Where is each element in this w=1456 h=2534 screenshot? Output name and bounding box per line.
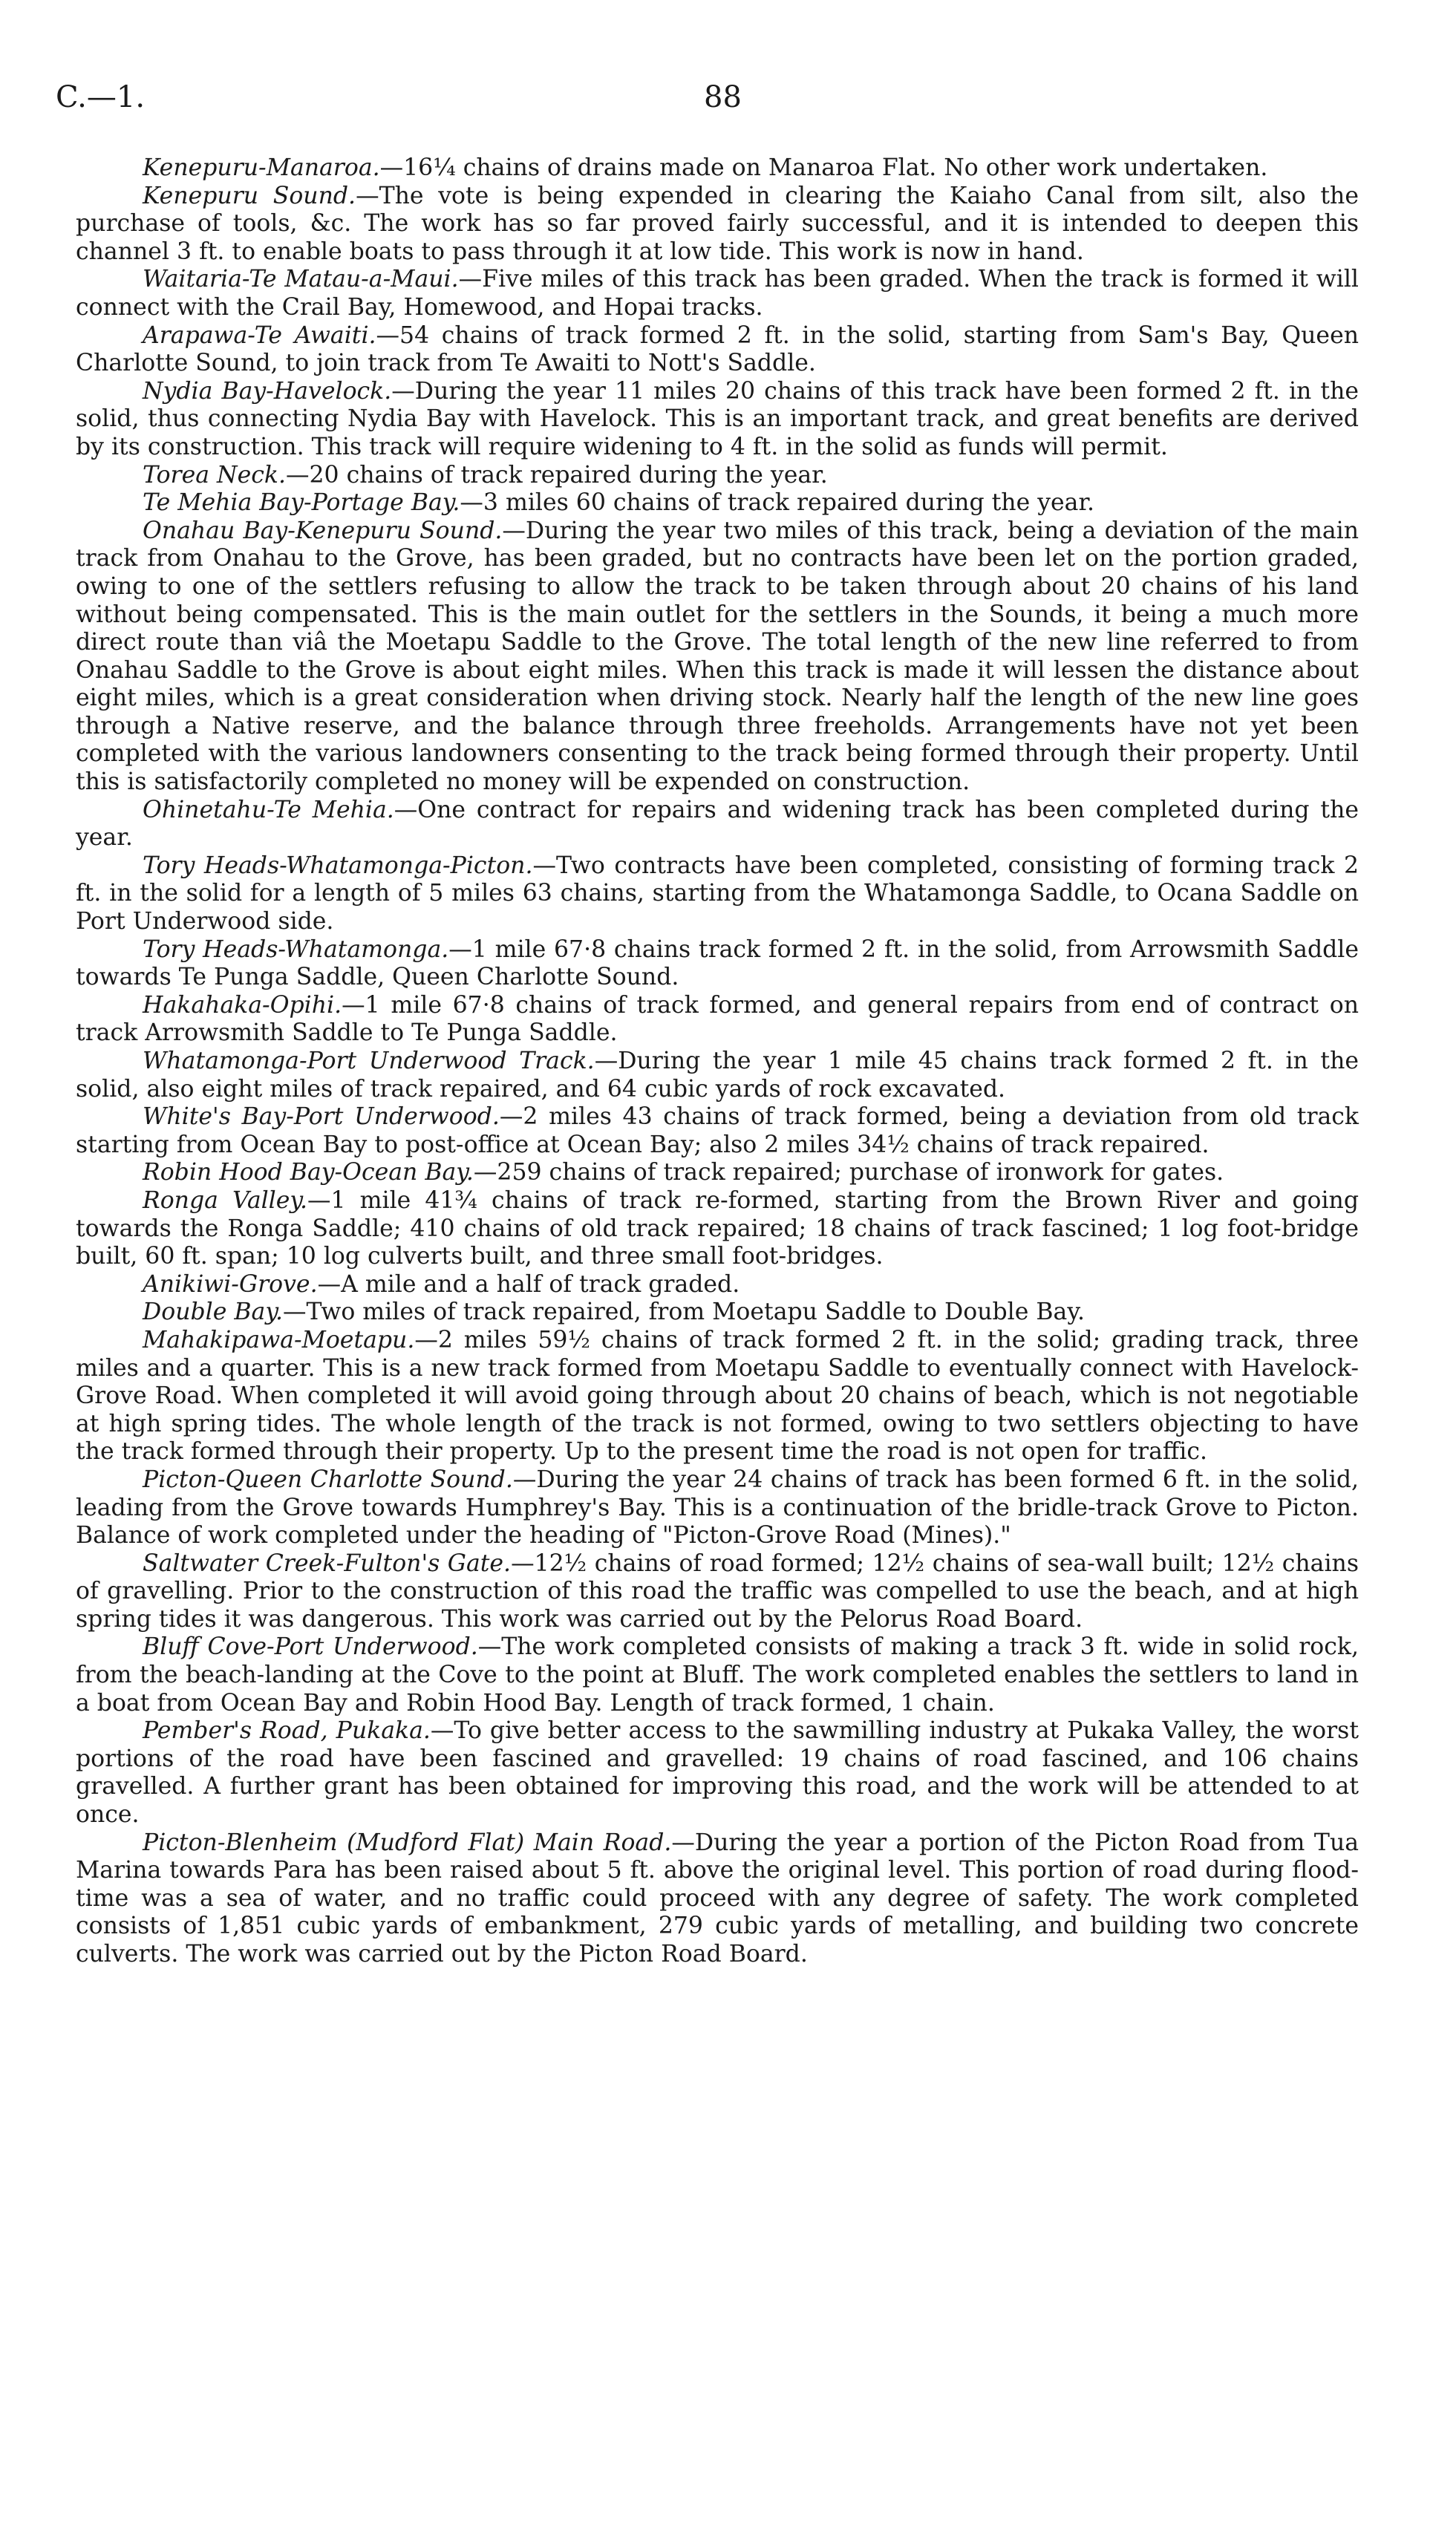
- entry-kenepuru-manaroa: [76, 154, 1359, 183]
- entry-picton-blenheim: [76, 1829, 1359, 1969]
- entry-bluff-cove: [76, 1633, 1359, 1717]
- entry-waitaria: [76, 266, 1359, 321]
- entry-onahau-bay: [76, 517, 1359, 797]
- entry-whites-bay: [76, 1103, 1359, 1159]
- entry-saltwater-creek: [76, 1550, 1359, 1634]
- page-header: [56, 80, 1400, 125]
- entry-heading: Bluff Cove-Port Underwood.: [143, 1633, 478, 1661]
- entry-torea-neck: [76, 462, 1359, 490]
- entry-heading: Te Mehia Bay-Portage Bay.: [143, 489, 460, 517]
- entry-anikiwi-grove: [76, 1271, 1359, 1299]
- entry-ronga-valley: [76, 1187, 1359, 1271]
- entry-hakahaka-opihi: [76, 992, 1359, 1048]
- entry-text: —54 chains of track formed 2 ft. in the solid, starting from Sam's Bay, Queen Charlotte Sound, to join track from Te Awaiti to Nott's Saddle.: [76, 321, 1359, 377]
- entry-whatamonga-port-underwood: [76, 1048, 1359, 1103]
- entry-text: —During the year 1 mile 45 chains track formed 2 ft. in the solid, also eight miles of track repaired, and 64 cubic yards of rock excavated.: [76, 1048, 1359, 1103]
- entry-ohinetahu: [76, 797, 1359, 852]
- entry-pembers-road: [76, 1717, 1359, 1829]
- entry-heading: White's Bay-Port Underwood.: [143, 1103, 500, 1131]
- entry-text: —2 miles 43 chains of track formed, being a deviation from old track starting from Ocean Bay to post-office at Ocean Bay; also 2 miles 34½ chains of track repaired.: [76, 1103, 1359, 1158]
- entry-text: —1 mile 41¾ chains of track re-formed, starting from the Brown River and going towards the Ronga Saddle; 410 chains of old track repaired; 18 chains of track fascined; 1 log foot-bridge built, 60 ft. span; 10 log culverts built, and three small foot-bridges.: [76, 1186, 1359, 1270]
- entry-heading: Arapawa-Te Awaiti.: [143, 321, 376, 349]
- entry-heading: Ronga Valley.: [143, 1186, 308, 1214]
- entry-heading: Kenepuru Sound.: [143, 182, 356, 209]
- entry-mahakipawa-moetapu: [76, 1327, 1359, 1466]
- entry-heading: Hakahaka-Opihi.: [143, 991, 342, 1019]
- entry-heading: Kenepuru-Manaroa.: [143, 154, 380, 181]
- entry-double-bay: [76, 1299, 1359, 1327]
- entry-heading: Whatamonga-Port Underwood Track.: [143, 1048, 595, 1074]
- entry-robin-hood-bay: [76, 1159, 1359, 1187]
- entry-text: —1 mile 67·8 chains of track formed, and general repairs from end of contract on track Arrowsmith Saddle to Te Punga Saddle.: [76, 991, 1359, 1047]
- entry-heading: Ohinetahu-Te Mehia.: [143, 796, 394, 823]
- entry-heading: Saltwater Creek-Fulton's Gate.: [143, 1550, 512, 1577]
- entry-text: —During the year a portion of the Picton Road from Tua Marina towards Para has been raised about 5 ft. above the original level. This portion of road during flood-time was a sea of water, and no traffic could proceed with any degree of safety. The work completed consists of 1,851 cubic yards of embankment, 279 cubic yards of metalling, and building two concrete culverts. The work was carried out by the Picton Road Board.: [76, 1829, 1359, 1968]
- entry-text: —The vote is being expended in clearing the Kaiaho Canal from silt, also the purchase of tools, &c. The work has so far proved fairly successful, and it is intended to deepen this channel 3 ft. to enable boats to pass through it at low tide. This work is now in hand.: [76, 182, 1359, 265]
- document-reference: C.—1.: [56, 80, 146, 114]
- entry-heading: Picton-Queen Charlotte Sound.: [143, 1466, 513, 1493]
- entry-nydia-bay: [76, 378, 1359, 462]
- entry-text: —A mile and a half of track graded.: [317, 1270, 740, 1298]
- entry-text: —1 mile 67·8 chains track formed 2 ft. in the solid, from Arrowsmith Saddle towards Te Punga Saddle, Queen Charlotte Sound.: [76, 935, 1359, 991]
- entry-text: —2 miles 59½ chains of track formed 2 ft. in the solid; grading track, three miles and a quarter. This is a new track formed from Moetapu Saddle to eventually connect with Havelock-Grove Road. When completed it will avoid going through about 20 chains of beach, which is not negotiable at high spring tides. The whole length of the track is not formed, owing to two settlers objecting to have the track formed through their property. Up to the present time the road is not open for traffic.: [76, 1326, 1359, 1466]
- entry-text: —Two contracts have been completed, consisting of forming track 2 ft. in the solid for a length of 5 miles 63 chains, starting from the Whatamonga Saddle, to Ocana Saddle on Port Underwood side.: [76, 852, 1359, 935]
- entry-text: —During the year two miles of this track, being a deviation of the main track from Onahau to the Grove, has been graded, but no contracts have been let on the portion graded, owing to one of the settlers refusing to allow the track to be taken through about 20 chains of his land without being compensated. This is the main outlet for the settlers in the Sounds, it being a much more direct route than viâ the Moetapu Saddle to the Grove. The total length of the new line referred to from Onahau Saddle to the Grove is about eight miles. When this track is made it will lessen the distance about eight miles, which is a great consideration when driving stock. Nearly half the length of the new line goes through a Native reserve, and the balance through three freeholds. Arrangements have not yet been completed with the various landowners consenting to the track being formed through their property. Until this is satisfactorily completed no money will be expended on construction.: [76, 517, 1359, 796]
- entry-heading: Onahau Bay-Kenepuru Sound.: [143, 517, 503, 544]
- entry-tory-heads-whatamonga: [76, 936, 1359, 992]
- entry-heading: Robin Hood Bay-Ocean Bay.: [143, 1159, 474, 1186]
- entry-kenepuru-sound: [76, 183, 1359, 267]
- entry-text: —3 miles 60 chains of track repaired during the year.: [460, 489, 1095, 517]
- entry-heading: Tory Heads-Whatamonga.: [143, 935, 449, 963]
- entry-heading: Pember's Road, Pukaka.: [143, 1717, 431, 1745]
- entry-tory-heads-picton: [76, 852, 1359, 936]
- entry-heading: Double Bay.: [143, 1299, 283, 1326]
- entry-text: —Two miles of track repaired, from Moetapu Saddle to Double Bay.: [282, 1299, 1085, 1326]
- report-body: [76, 154, 1359, 1969]
- entry-text: —One contract for repairs and widening track has been completed during the year.: [76, 796, 1359, 852]
- entry-text: —20 chains of track repaired during the year.: [285, 461, 828, 489]
- entry-text: —259 chains of track repaired; purchase of ironwork for gates.: [473, 1159, 1224, 1186]
- entry-text: —To give better access to the sawmilling industry at Pukaka Valley, the worst portions of the road have been fascined and gravelled: 19 chains of road fascined, and 106 chains gravelled. A further grant has been obtained for improving this road, and the work will be attended to at once.: [76, 1717, 1359, 1829]
- entry-text: —Five miles of this track has been graded. When the track is formed it will connect with the Crail Bay, Homewood, and Hopai tracks.: [76, 266, 1359, 321]
- entry-heading: Torea Neck.: [143, 461, 286, 489]
- entry-text: —During the year 11 miles 20 chains of this track have been formed 2 ft. in the solid, thus connecting Nydia Bay with Havelock. This is an important track, and great benefits are derived by its construction. This track will require widening to 4 ft. in the solid as funds will permit.: [76, 377, 1359, 460]
- entry-heading: Anikiwi-Grove.: [143, 1270, 318, 1298]
- entry-heading: Picton-Blenheim (Mudford Flat) Main Road.: [143, 1829, 672, 1856]
- entry-heading: Nydia Bay-Havelock.: [143, 377, 392, 405]
- entry-heading: Waitaria-Te Matau-a-Maui.: [143, 266, 459, 293]
- entry-picton-queen-charlotte: [76, 1466, 1359, 1550]
- entry-text: —During the year 24 chains of track has been formed 6 ft. in the solid, leading from the Grove towards Humphrey's Bay. This is a continuation of the bridle-track Grove to Picton. Balance of work completed under the heading of "Picton-Grove Road (Mines).": [76, 1466, 1359, 1550]
- entry-heading: Mahakipawa-Moetapu.: [143, 1326, 415, 1353]
- entry-te-mehia-bay: [76, 489, 1359, 517]
- page-number: 88: [704, 80, 742, 114]
- entry-text: —The work completed consists of making a track 3 ft. wide in solid rock, from the beach-landing at the Cove to the point at Bluff. The work completed enables the settlers to land in a boat from Ocean Bay and Robin Hood Bay. Length of track formed, 1 chain.: [76, 1633, 1359, 1717]
- entry-heading: Tory Heads-Whatamonga-Picton.: [143, 852, 533, 879]
- entry-text: —16¼ chains of drains made on Manaroa Flat. No other work undertaken.: [379, 154, 1268, 181]
- entry-arapawa: [76, 322, 1359, 378]
- entry-text: —12½ chains of road formed; 12½ chains of sea-wall built; 12½ chains of gravelling. Prior to the construction of this road the traffic was compelled to use the beach, and at high spring tides it was dangerous. This work was carried out by the Pelorus Road Board.: [76, 1550, 1359, 1633]
